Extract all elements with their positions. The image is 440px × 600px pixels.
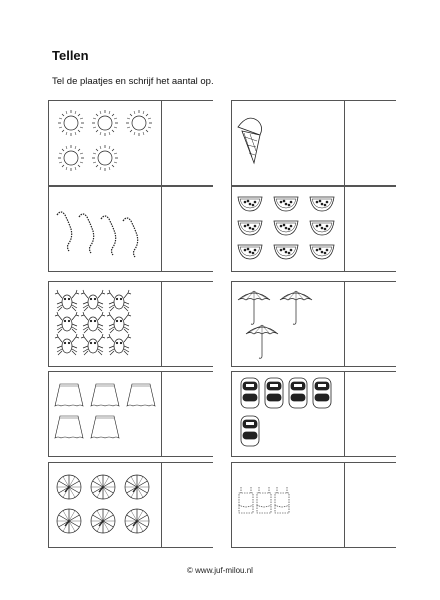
- sandal-icon: [241, 416, 259, 446]
- parasol-top-icon: [125, 509, 149, 533]
- snake-icon: [57, 212, 72, 251]
- sun-icon: [58, 110, 84, 136]
- skirt-icon: [55, 416, 83, 438]
- parasol-top-icon: [125, 475, 149, 499]
- counting-card-crabs: [48, 281, 213, 367]
- watermelon-slice-icon: [274, 197, 298, 211]
- footer-copyright: © www.juf-milou.nl: [187, 566, 253, 575]
- crab-icon: [107, 334, 131, 355]
- answer-box[interactable]: [344, 372, 396, 456]
- umbrellas-picture: [232, 282, 344, 366]
- beach-umbrella-icon: [280, 291, 312, 324]
- answer-box[interactable]: [161, 463, 213, 547]
- sandal-icon: [265, 378, 283, 408]
- answer-box[interactable]: [161, 282, 213, 366]
- snake-icon: [101, 216, 116, 255]
- snake-icon: [123, 218, 138, 257]
- parasol-top-icon: [57, 509, 81, 533]
- parasol-top-icon: [91, 475, 115, 499]
- counting-card-parasols: [48, 462, 213, 548]
- swimsuit-icon: [257, 487, 271, 513]
- answer-box[interactable]: [344, 463, 396, 547]
- ice-cream-picture: [232, 101, 344, 185]
- crab-icon: [81, 290, 105, 311]
- crab-icon: [81, 334, 105, 355]
- counting-card-swimsuits: [231, 462, 396, 548]
- snake-icon: [79, 214, 94, 253]
- crab-icon: [107, 290, 131, 311]
- skirt-icon: [91, 416, 119, 438]
- answer-box[interactable]: [344, 187, 396, 271]
- watermelon-slice-icon: [274, 221, 298, 235]
- parasol-top-icon: [91, 509, 115, 533]
- answer-box[interactable]: [161, 187, 213, 271]
- page-title: Tellen: [52, 48, 89, 63]
- counting-card-skirts: [48, 371, 213, 457]
- suns-picture: [49, 101, 161, 185]
- sandal-icon: [241, 378, 259, 408]
- swimsuit-icon: [239, 487, 253, 513]
- sun-icon: [58, 145, 84, 171]
- crab-icon: [55, 334, 79, 355]
- counting-card-watermelons: [231, 186, 396, 272]
- parasols-picture: [49, 463, 161, 547]
- snakes-picture: [49, 187, 161, 271]
- counting-card-sandals: [231, 371, 396, 457]
- sandal-icon: [289, 378, 307, 408]
- beach-umbrella-icon: [246, 325, 278, 358]
- skirt-icon: [55, 384, 83, 406]
- counting-card-suns: [48, 100, 213, 186]
- skirt-icon: [91, 384, 119, 406]
- swimsuit-icon: [275, 487, 289, 513]
- sun-icon: [92, 110, 118, 136]
- crab-icon: [55, 312, 79, 333]
- watermelon-slice-icon: [238, 245, 262, 259]
- watermelons-picture: [232, 187, 344, 271]
- answer-box[interactable]: [161, 101, 213, 185]
- parasol-top-icon: [57, 475, 81, 499]
- swimsuits-picture: [232, 463, 344, 547]
- beach-umbrella-icon: [238, 291, 270, 324]
- sandal-icon: [313, 378, 331, 408]
- watermelon-slice-icon: [310, 197, 334, 211]
- watermelon-slice-icon: [310, 221, 334, 235]
- counting-card-ice-cream: [231, 100, 396, 186]
- sun-icon: [126, 110, 152, 136]
- sun-icon: [92, 145, 118, 171]
- answer-box[interactable]: [161, 372, 213, 456]
- counting-card-umbrellas: [231, 281, 396, 367]
- sandals-picture: [232, 372, 344, 456]
- watermelon-slice-icon: [310, 245, 334, 259]
- crab-icon: [55, 290, 79, 311]
- crab-icon: [81, 312, 105, 333]
- counting-card-snakes: [48, 186, 213, 272]
- crabs-picture: [49, 282, 161, 366]
- skirt-icon: [127, 384, 155, 406]
- watermelon-slice-icon: [238, 221, 262, 235]
- answer-box[interactable]: [344, 101, 396, 185]
- ice-cream-icon: [238, 118, 262, 163]
- skirts-picture: [49, 372, 161, 456]
- answer-box[interactable]: [344, 282, 396, 366]
- crab-icon: [107, 312, 131, 333]
- instruction-text: Tel de plaatjes en schrijf het aantal op.: [52, 76, 214, 87]
- watermelon-slice-icon: [274, 245, 298, 259]
- watermelon-slice-icon: [238, 197, 262, 211]
